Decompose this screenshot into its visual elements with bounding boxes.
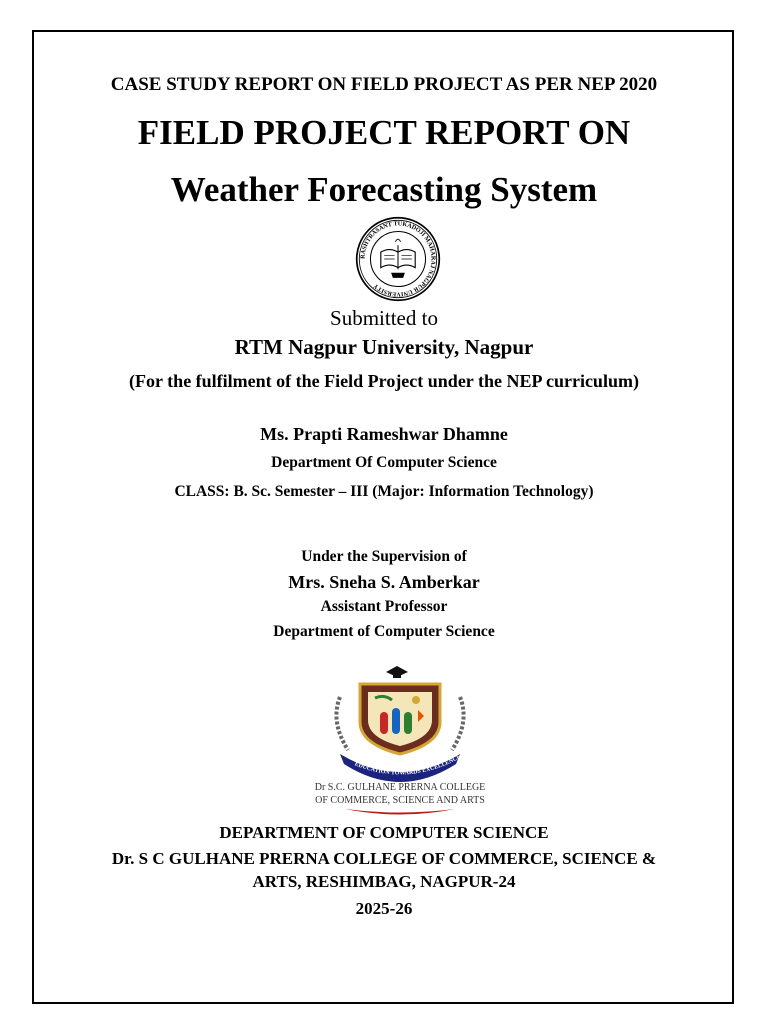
college-motto: EDUCATION TOWARDS EXCELLENCE (353, 754, 463, 777)
student-class: CLASS: B. Sc. Semester – III (Major: Information Technology) (174, 483, 594, 500)
college-name-line-2: OF COMMERCE, SCIENCE AND ARTS (315, 795, 485, 806)
title-line-1: FIELD PROJECT REPORT ON (137, 113, 631, 152)
seal-ring-text: RASHTRASANT TUKADOJI MAHARAJ NAGPUR UNIVERSITY (359, 220, 437, 298)
student-department: Department Of Computer Science (271, 454, 497, 471)
fulfilment-note: (For the fulfilment of the Field Project under the NEP curriculum) (129, 371, 639, 391)
university-name: RTM Nagpur University, Nagpur (234, 335, 534, 359)
college-crest-icon (300, 662, 500, 820)
university-seal-icon (355, 216, 441, 302)
footer-year: 2025-26 (355, 899, 413, 918)
footer-college-line-1: Dr. S C GULHANE PRERNA COLLEGE OF COMMERCE, SCIENCE & (111, 849, 657, 868)
supervisor-designation: Assistant Professor (320, 598, 448, 615)
footer-department: DEPARTMENT OF COMPUTER SCIENCE (219, 823, 549, 842)
submitted-to: Submitted to (330, 306, 438, 330)
title-line-2: Weather Forecasting System (170, 170, 598, 209)
footer-college-line-2: ARTS, RESHIMBAG, NAGPUR-24 (252, 872, 516, 891)
supervision-label: Under the Supervision of (301, 548, 467, 565)
student-name: Ms. Prapti Rameshwar Dhamne (260, 424, 508, 444)
report-header: CASE STUDY REPORT ON FIELD PROJECT AS PER NEP 2020 (110, 74, 658, 95)
supervisor-name: Mrs. Sneha S. Amberkar (288, 572, 480, 592)
college-name-line-1: Dr S.C. GULHANE PRERNA COLLEGE (314, 782, 486, 793)
supervisor-department: Department of Computer Science (273, 623, 495, 640)
